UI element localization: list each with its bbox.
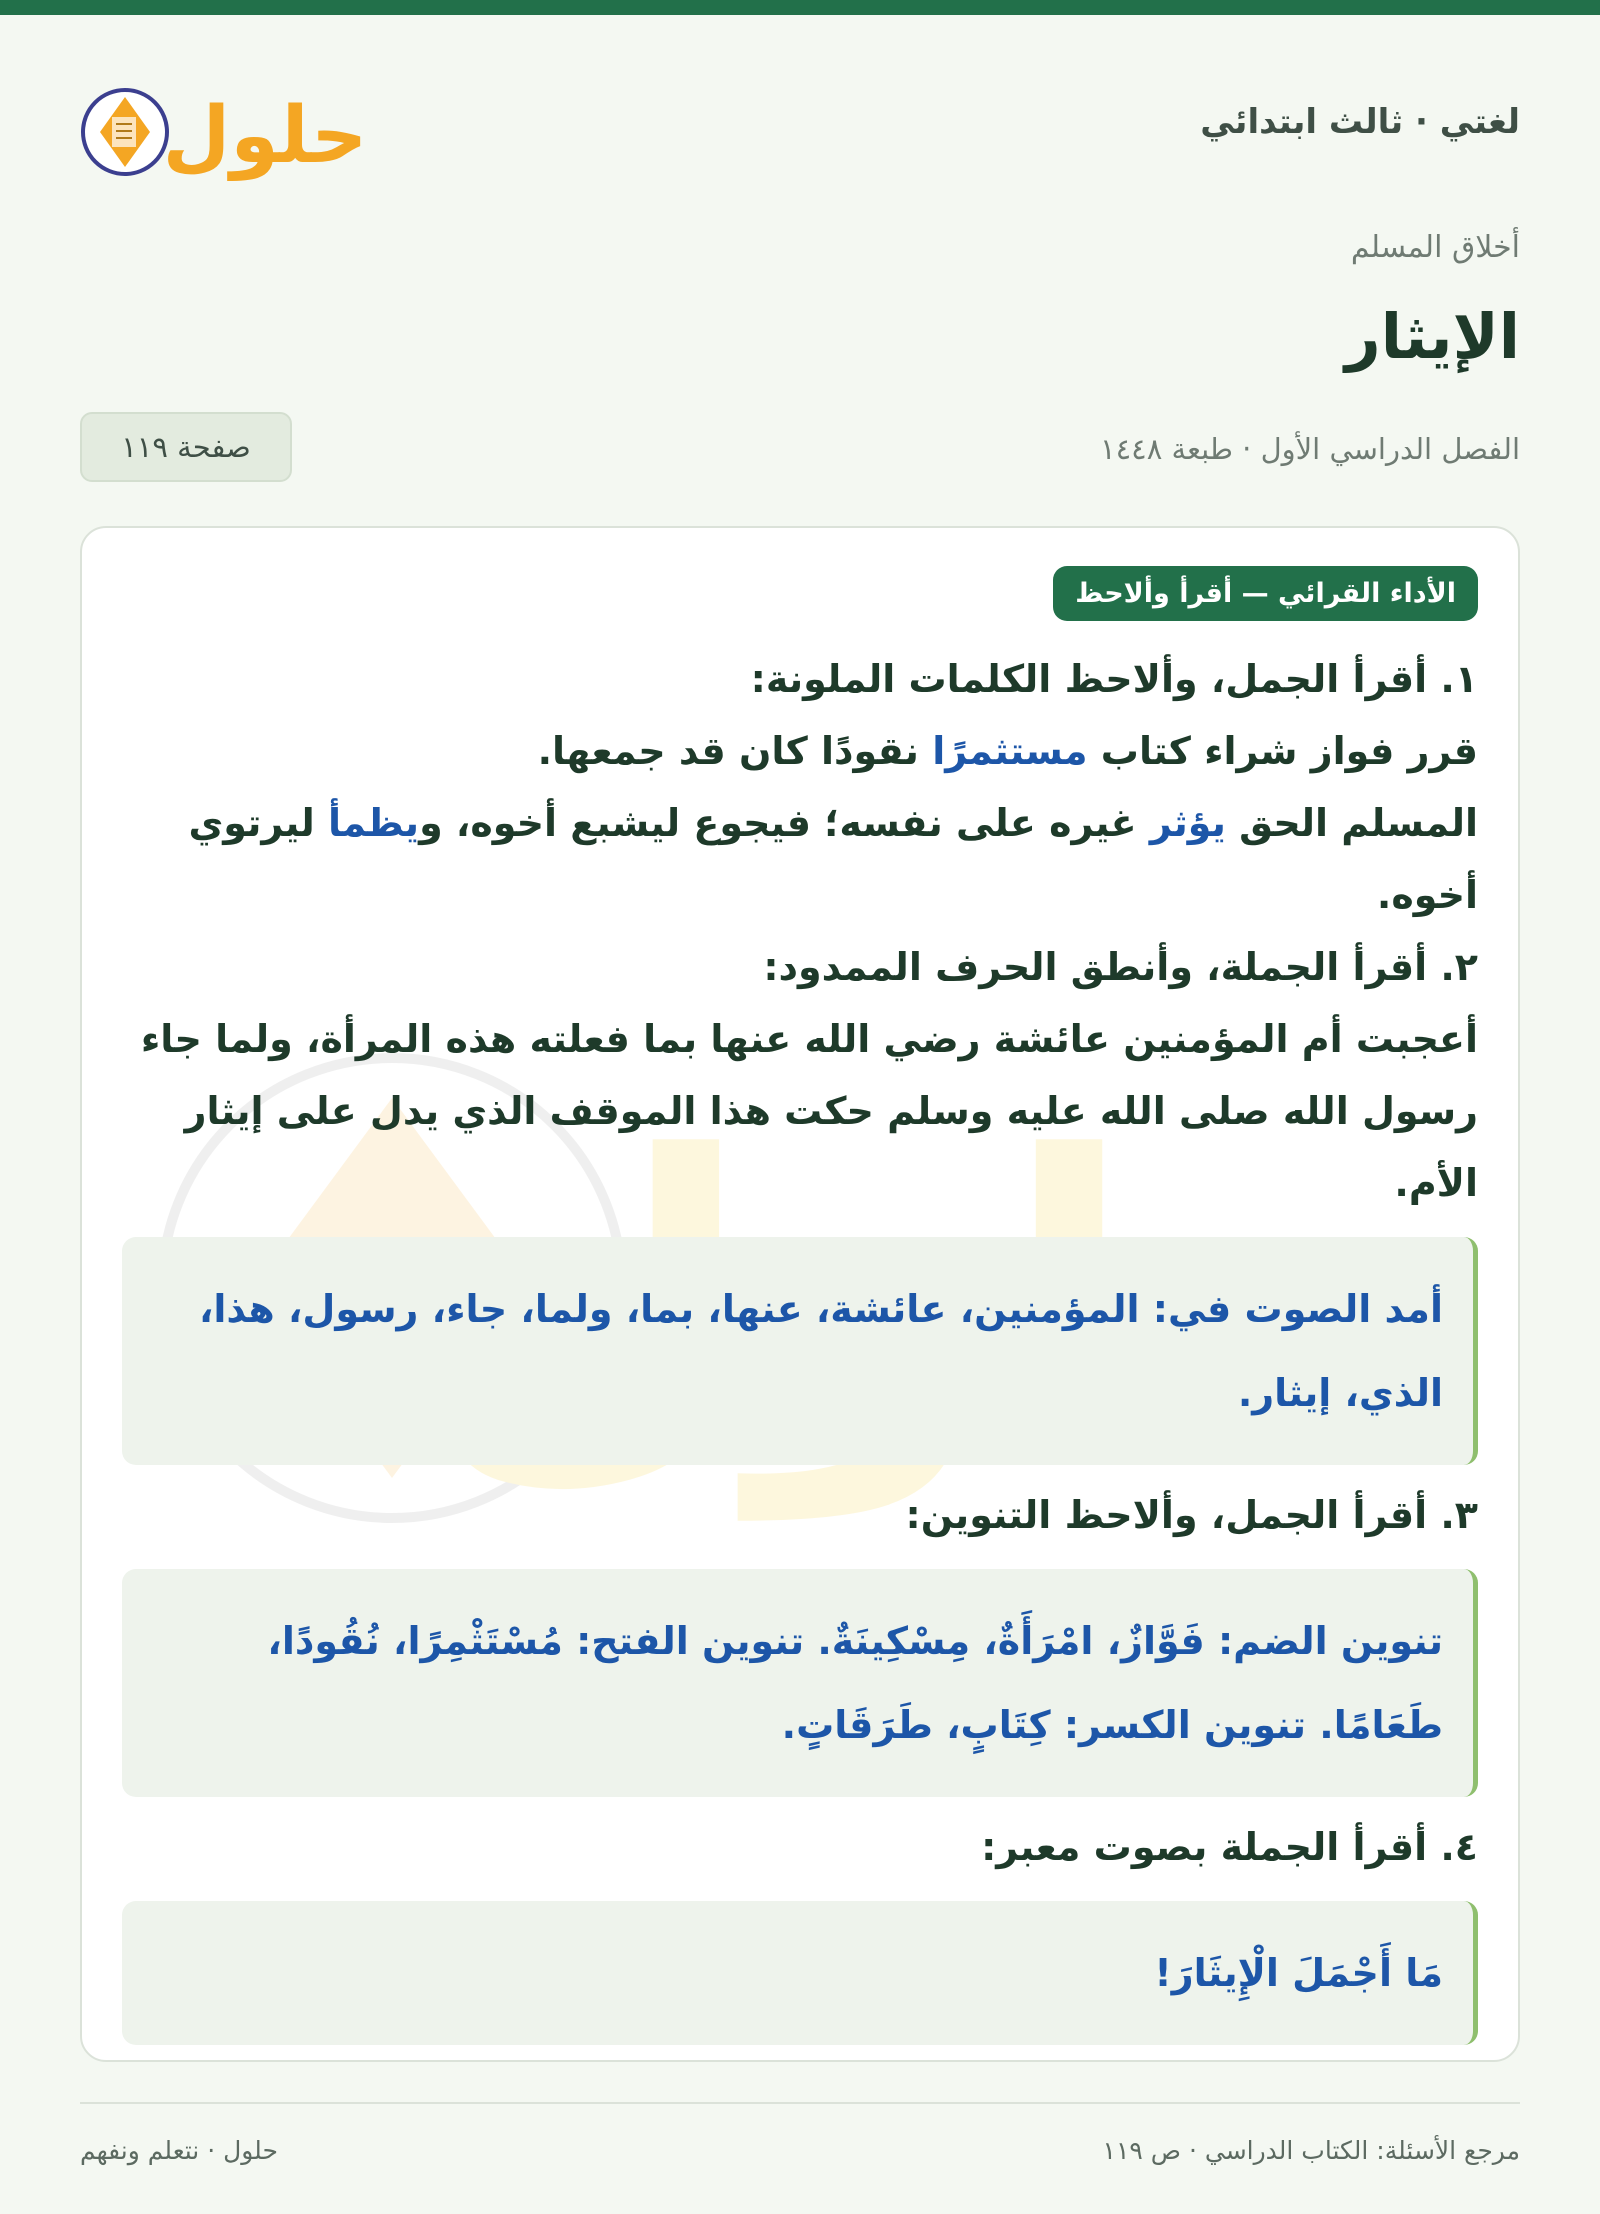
question-4-title: ٤. أقرأ الجملة بصوت معبر:	[981, 1825, 1478, 1869]
question-3-title: ٣. أقرأ الجمل، وألاحظ التنوين:	[905, 1493, 1478, 1537]
question-1-sentence-2: المسلم الحق يؤثر غيره على نفسه؛ فيجوع ليشبع أخوه، ويظمأ ليرتوي أخوه.	[188, 801, 1478, 917]
logo-text: حلول	[162, 91, 368, 181]
page-badge: صفحة ١١٩	[80, 412, 292, 482]
question-3-answer-box: تنوين الضم: فَوَّازٌ، امْرَأَةٌ، مِسْكِينَةٌ. تنوين الفتح: مُسْتَثْمِرًا، نُقُودًا، طَعَامًا. تنوين الكسر: كِتَابٍ، طَرَقَاتٍ.	[122, 1569, 1478, 1797]
footer-divider	[80, 2102, 1520, 2104]
subject-grade-title: لغتي · ثالث ابتدائي	[1200, 102, 1520, 142]
card-content	[122, 566, 1478, 2059]
question-2-text: أعجبت أم المؤمنين عائشة رضي الله عنها بما فعلته هذه المرأة، ولما جاء رسول الله صلى الله عليه وسلم حكت هذا الموقف الذي يدل على إيثار الأم.	[140, 1017, 1478, 1205]
hulul-logo[interactable]	[80, 62, 370, 192]
highlight-word: مستثمرًا	[932, 729, 1088, 773]
footer-reference: مرجع الأسئلة: الكتاب الدراسي · ص ١١٩	[1102, 2136, 1520, 2165]
question-1-title: ١. أقرأ الجمل، وألاحظ الكلمات الملونة:	[750, 657, 1478, 701]
section-label: الأداء القرائي — أقرأ وألاحظ	[1053, 566, 1478, 621]
header	[80, 62, 1520, 192]
question-4-answer-box: مَا أَجْمَلَ الْإِيثَارَ!	[122, 1901, 1478, 2045]
question-1-sentence-1: قرر فواز شراء كتاب مستثمرًا نقودًا كان قد جمعها.	[537, 729, 1478, 773]
highlight-word: يؤثر	[1149, 801, 1226, 845]
question-2-answer-box: أمد الصوت في: المؤمنين، عائشة، عنها، بما، ولما، جاء، رسول، هذا، الذي، إيثار.	[122, 1237, 1478, 1465]
content-card	[80, 526, 1520, 2062]
lesson-meta: الفصل الدراسي الأول · طبعة ١٤٤٨	[1100, 432, 1520, 466]
lesson-title: الإيثار	[1345, 300, 1520, 373]
footer-brand: حلول · نتعلم ونفهم	[80, 2136, 278, 2165]
question-2-title: ٢. أقرأ الجملة، وأنطق الحرف الممدود:	[763, 945, 1478, 989]
highlight-word: يظمأ	[328, 801, 420, 845]
unit-name: أخلاق المسلم	[1350, 230, 1520, 265]
top-accent-bar	[0, 0, 1600, 15]
